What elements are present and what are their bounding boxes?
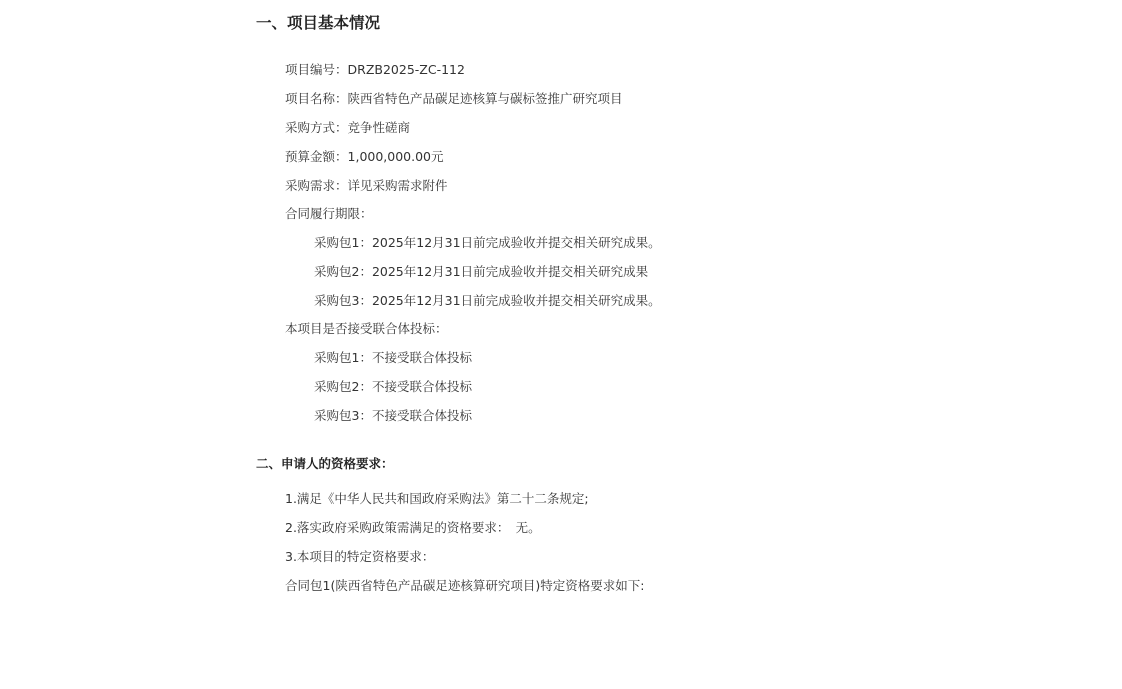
consortium-package-2: 采购包2：不接受联合体投标 <box>314 379 472 394</box>
procurement-need-value: 详见采购需求附件 <box>347 178 448 193</box>
contract-period-label: 合同履行期限： <box>285 206 373 221</box>
project-name-label: 项目名称： <box>285 91 348 106</box>
procurement-need-row <box>285 177 448 195</box>
qualification-package-1-intro: 合同包1(陕西省特色产品碳足迹核算研究项目)特定资格要求如下: <box>285 578 645 593</box>
consortium-package-3: 采购包3：不接受联合体投标 <box>314 408 472 423</box>
section-heading-project-info: 一、项目基本情况 <box>256 14 381 32</box>
project-number-value: DRZB2025-ZC-112 <box>347 62 465 77</box>
procurement-method-row <box>285 119 410 137</box>
qualification-item-1: 1.满足《中华人民共和国政府采购法》第二十二条规定; <box>285 491 589 506</box>
qualification-item-3: 3.本项目的特定资格要求： <box>285 549 435 564</box>
contract-period-package-3: 采购包3：2025年12月31日前完成验收并提交相关研究成果。 <box>314 293 661 308</box>
budget-value: 1,000,000.00元 <box>347 149 444 164</box>
project-name-row <box>285 90 623 108</box>
project-number-row <box>285 61 465 79</box>
procurement-method-value: 竞争性磋商 <box>347 120 411 135</box>
budget-row <box>285 148 444 166</box>
project-name-value: 陕西省特色产品碳足迹核算与碳标签推广研究项目 <box>347 91 623 106</box>
consortium-label: 本项目是否接受联合体投标： <box>285 321 448 336</box>
procurement-need-label: 采购需求： <box>285 178 348 193</box>
budget-label: 预算金额： <box>285 149 348 164</box>
consortium-package-1: 采购包1：不接受联合体投标 <box>314 350 472 365</box>
section-heading-qualifications: 二、申请人的资格要求： <box>256 456 394 471</box>
contract-period-package-2: 采购包2：2025年12月31日前完成验收并提交相关研究成果 <box>314 264 649 279</box>
contract-period-package-1: 采购包1：2025年12月31日前完成验收并提交相关研究成果。 <box>314 235 661 250</box>
qualification-item-2: 2.落实政府采购政策需满足的资格要求： 无。 <box>285 520 541 535</box>
project-number-label: 项目编号： <box>285 62 348 77</box>
procurement-method-label: 采购方式： <box>285 120 348 135</box>
